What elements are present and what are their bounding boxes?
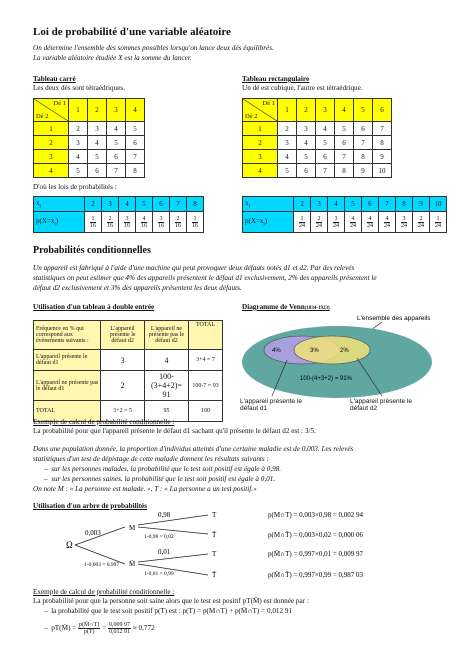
- table-cell: 5: [335, 122, 354, 136]
- row-header: 2: [34, 136, 69, 150]
- xi-value: 4: [328, 197, 345, 212]
- table-cell: 4: [107, 122, 126, 136]
- tree-b2: 1-0,98 = 0,02: [144, 534, 174, 540]
- xi-label: $x_i$: [243, 197, 294, 212]
- example2-formula: – pT(M̄) = $\frac{p(M̄\cap T)}{p(T)}$ = $\frac{0,009 97}{0,012 91}$ ≈ 0,772: [44, 622, 155, 635]
- table-cell: 95: [144, 401, 188, 422]
- column-header: 3: [316, 99, 335, 122]
- tree-omega: Ω: [66, 540, 73, 550]
- table-cell: 4: [144, 350, 188, 371]
- tree-leaf-t: T: [212, 550, 217, 558]
- table-cell: 6: [354, 122, 373, 136]
- probability-value: $\frac{2}{16}$: [170, 212, 187, 233]
- probability-value: $\frac{1}{24}$: [430, 212, 447, 233]
- tree-p-mbar: 1-0,003 = 0,997: [84, 562, 120, 568]
- probability-value: $\frac{4}{24}$: [379, 212, 396, 233]
- row-header: TOTAL: [34, 401, 101, 422]
- table-cell: 7: [316, 164, 335, 178]
- probability-value: $\frac{1}{16}$: [187, 212, 204, 233]
- xi-value: 6: [362, 197, 379, 212]
- probability-label: $p(X=x_i)$: [243, 212, 294, 233]
- xi-value: 8: [187, 197, 204, 212]
- table-cell: 2: [69, 122, 88, 136]
- table-cell: 6: [88, 164, 107, 178]
- probability-value: $\frac{2}{24}$: [413, 212, 430, 233]
- xi-value: 9: [413, 197, 430, 212]
- cond-intro: Un appareil est fabriqué à l'aide d'une machine qui peut provoquer deux défauts notés d1 et d2. Par des relevés: [33, 264, 355, 272]
- example2-text: La probabilité pour que la personne soit saine alors que le test est positif pT(M̄) est donnée par :: [33, 597, 309, 605]
- probability-value: $\frac{3}{16}$: [153, 212, 170, 233]
- probability-value: $\frac{4}{24}$: [362, 212, 379, 233]
- xi-value: 5: [345, 197, 362, 212]
- table-cell: 6: [297, 164, 316, 178]
- probability-value: $\frac{3}{24}$: [396, 212, 413, 233]
- column-header: L'appareil ne présente pas le défaut d2: [144, 321, 188, 350]
- venn-outside: 100-(4+3+2) = 91%: [300, 376, 352, 382]
- column-header: TOTAL: [189, 321, 223, 350]
- example2-line: – la probabilité que le test soit positif p(T) est : p(T) = p(M∩T) + p(M̄∩T) = 0,012 91: [44, 607, 293, 615]
- table-cell: 2: [101, 371, 144, 401]
- table-cell: 9: [373, 150, 392, 164]
- table-cell: 5: [297, 150, 316, 164]
- column-header: 2: [88, 99, 107, 122]
- table-cell: 6: [107, 150, 126, 164]
- tree-result: p(M∩T) = 0,003×0,98 = 0,002 94: [268, 511, 364, 519]
- double-entry-table: [33, 320, 223, 422]
- rect-desc: Un dé est cubique, l'autre est tétraédrique.: [242, 84, 363, 92]
- table-cell: 3: [69, 136, 88, 150]
- probability-value: $\frac{2}{24}$: [311, 212, 328, 233]
- population-note: On note M : « La personne est malade. », T : « La personne a un test positif.»: [33, 485, 257, 493]
- xi-value: 4: [119, 197, 136, 212]
- tree-result: p(M∩T̄) = 0,003×0,02 = 0,000 06: [268, 531, 364, 539]
- venn-ab: 3%: [310, 348, 319, 354]
- row-header: 4: [34, 164, 69, 178]
- table-cell: 7: [373, 122, 392, 136]
- table-cell: 6: [126, 136, 145, 150]
- population-text: Dans une population donnée, la proportion d'individus atteints d'une certaine maladie est de 0,003. Les relevés: [33, 445, 354, 453]
- column-header: 6: [373, 99, 392, 122]
- table-cell: 3: [101, 350, 144, 371]
- table-cell: 3: [278, 136, 297, 150]
- table-cell: 5: [126, 122, 145, 136]
- rect-heading: Tableau rectangulaire: [242, 75, 310, 83]
- table-cell: 5: [69, 164, 88, 178]
- table-cell: 8: [126, 164, 145, 178]
- carre-desc: Les deux dés sont tétraédriques.: [33, 84, 126, 92]
- probability-value: $\frac{1}{24}$: [294, 212, 311, 233]
- table-cell: 5: [88, 150, 107, 164]
- table-cell: 8: [354, 150, 373, 164]
- law-table-1: [33, 196, 204, 233]
- tree-p-m: 0,003: [85, 529, 101, 537]
- tree-node-m: M: [129, 524, 136, 532]
- table-cell: 4: [69, 150, 88, 164]
- table-cell: 4: [278, 150, 297, 164]
- table-cell: 6: [316, 150, 335, 164]
- column-header: 2: [297, 99, 316, 122]
- table-cell: 4: [316, 122, 335, 136]
- table-cell: 100-(3+4+2)= 91: [144, 371, 188, 401]
- table-cell: 100: [189, 401, 223, 422]
- row-header: L'appareil ne présente pas le défaut d1: [34, 371, 101, 401]
- xi-label: $x_i$: [34, 197, 85, 212]
- example1-text: La probabilité pour que l'appareil présente le défaut d1 sachant qu'il présente le défaut d2 est : 3/5.: [33, 427, 316, 435]
- tree-b1: 0,98: [158, 511, 171, 519]
- venn-heading: Diagramme de Venn(1834-1923): [242, 303, 330, 311]
- venn-a: 4%: [272, 348, 281, 354]
- example2-heading: Exemple de calcul de probabilité conditionnelle :: [33, 588, 175, 596]
- xi-value: 7: [170, 197, 187, 212]
- venn-universe-label: L'ensemble des appareils: [357, 315, 431, 322]
- tree-b4: 1-0,01 = 0,99: [144, 571, 174, 577]
- tree-leaf-tbar: T̄: [212, 531, 217, 539]
- table-cell: 3: [88, 122, 107, 136]
- intro-line: La variable aléatoire étudiée X est la somme du lancer.: [33, 54, 192, 62]
- carre-heading: Tableau carré: [33, 75, 76, 83]
- example1-heading: Exemple de calcul de probabilité conditionnelle :: [33, 418, 175, 426]
- venn-b: 2%: [340, 348, 349, 354]
- row-header: 4: [243, 164, 278, 178]
- row-header: L'appareil présente le défaut d1: [34, 350, 101, 371]
- double-heading: Utilisation d'un tableau à double entrée: [33, 303, 155, 311]
- probability-value: $\frac{4}{16}$: [136, 212, 153, 233]
- table-cell: 10: [373, 164, 392, 178]
- table-cell: 3+4 = 7: [189, 350, 223, 371]
- corner-cell: Dé 1 Dé 2: [243, 99, 278, 122]
- xi-value: 3: [311, 197, 328, 212]
- column-header: 4: [126, 99, 145, 122]
- table-cell: 5: [278, 164, 297, 178]
- population-bullet: – sur les personnes malades, la probabilité que le test soit positif est égale à 0,98.: [44, 465, 282, 473]
- cond-intro: défaut d2 exclusivement et 3% des appareils présentent les deux défauts.: [33, 284, 242, 292]
- table-cell: 2: [278, 122, 297, 136]
- intro-line: On détermine l'ensemble des sommes possibles lorsqu'on lance deux dés équilibrés.: [33, 44, 274, 52]
- xi-value: 2: [85, 197, 102, 212]
- table-cell: 4: [88, 136, 107, 150]
- venn-d2-label: L'appareil présente le défaut d2: [350, 398, 420, 413]
- xi-value: 10: [430, 197, 447, 212]
- corner-cell: Dé 1 Dé 2: [34, 99, 69, 122]
- probability-label: $p(X=x_i)$: [34, 212, 85, 233]
- table-cell: 5: [316, 136, 335, 150]
- xi-value: 8: [396, 197, 413, 212]
- probability-value: $\frac{1}{16}$: [85, 212, 102, 233]
- tree-result: p(M̄∩T̄) = 0,997×0,99 = 0,987 03: [268, 571, 364, 579]
- xi-value: 2: [294, 197, 311, 212]
- tree-leaf-tbar: T̄: [212, 571, 217, 579]
- table-cell: 9: [354, 164, 373, 178]
- tree-node-mbar: M̄: [129, 560, 136, 568]
- tree-leaf-t: T: [212, 511, 217, 519]
- xi-value: 3: [102, 197, 119, 212]
- table-cell: 7: [354, 136, 373, 150]
- table-cell: 7: [126, 150, 145, 164]
- table-cell: 7: [335, 150, 354, 164]
- cond-intro: statistiques on peut estimer que 4% des appareils présentent le défaut d1 exclusivement, 2% des appareils présentent le: [33, 274, 377, 282]
- tree-heading: Utilisation d'un arbre de probabilités: [33, 502, 147, 510]
- tree-result: p(M̄∩T) = 0,997×0,01 = 0,009 97: [268, 550, 364, 558]
- column-header: 1: [278, 99, 297, 122]
- column-header: 4: [335, 99, 354, 122]
- rectangular-table: [242, 98, 392, 178]
- section-title: Probabilités conditionnelles: [33, 245, 151, 256]
- column-header: 5: [354, 99, 373, 122]
- table-cell: 5: [107, 136, 126, 150]
- laws-label: D'où les lois de probabilités :: [33, 183, 117, 191]
- population-bullet: – sur les personnes saines, la probabilité que le test soit positif est égale à 0,01.: [44, 475, 276, 483]
- column-header: L'appareil présente le défaut d2: [101, 321, 144, 350]
- row-header: 3: [243, 150, 278, 164]
- probability-value: $\frac{4}{24}$: [345, 212, 362, 233]
- column-header: Fréquence en % qui correspond aux évènements suivants :: [34, 321, 101, 350]
- probability-value: $\frac{2}{16}$: [102, 212, 119, 233]
- table-cell: 7: [107, 164, 126, 178]
- xi-value: 6: [153, 197, 170, 212]
- law-table-2: [242, 196, 447, 233]
- square-table: [33, 98, 145, 178]
- venn-d1-label: L'appareil présente le défaut d1: [240, 398, 310, 413]
- row-header: 1: [34, 122, 69, 136]
- probability-value: $\frac{3}{24}$: [328, 212, 345, 233]
- table-cell: 100-7 = 93: [189, 371, 223, 401]
- xi-value: 5: [136, 197, 153, 212]
- venn-set-d2: [294, 336, 370, 364]
- tree-b3: 0,01: [158, 548, 171, 556]
- table-cell: 6: [335, 136, 354, 150]
- probability-tree: [40, 508, 460, 588]
- probability-value: $\frac{3}{16}$: [119, 212, 136, 233]
- table-cell: 3+2 = 5: [101, 401, 144, 422]
- row-header: 3: [34, 150, 69, 164]
- page-title: Loi de probabilité d'une variable aléatoire: [33, 26, 231, 38]
- table-cell: 4: [297, 136, 316, 150]
- table-cell: 8: [373, 136, 392, 150]
- venn-diagram: [232, 310, 442, 410]
- xi-value: 7: [379, 197, 396, 212]
- table-cell: 8: [335, 164, 354, 178]
- population-text: statistiques d'un test de dépistage de cette maladie donnent les résultats suivants :: [33, 455, 269, 463]
- row-header: 2: [243, 136, 278, 150]
- row-header: 1: [243, 122, 278, 136]
- column-header: 3: [107, 99, 126, 122]
- table-cell: 3: [297, 122, 316, 136]
- column-header: 1: [69, 99, 88, 122]
